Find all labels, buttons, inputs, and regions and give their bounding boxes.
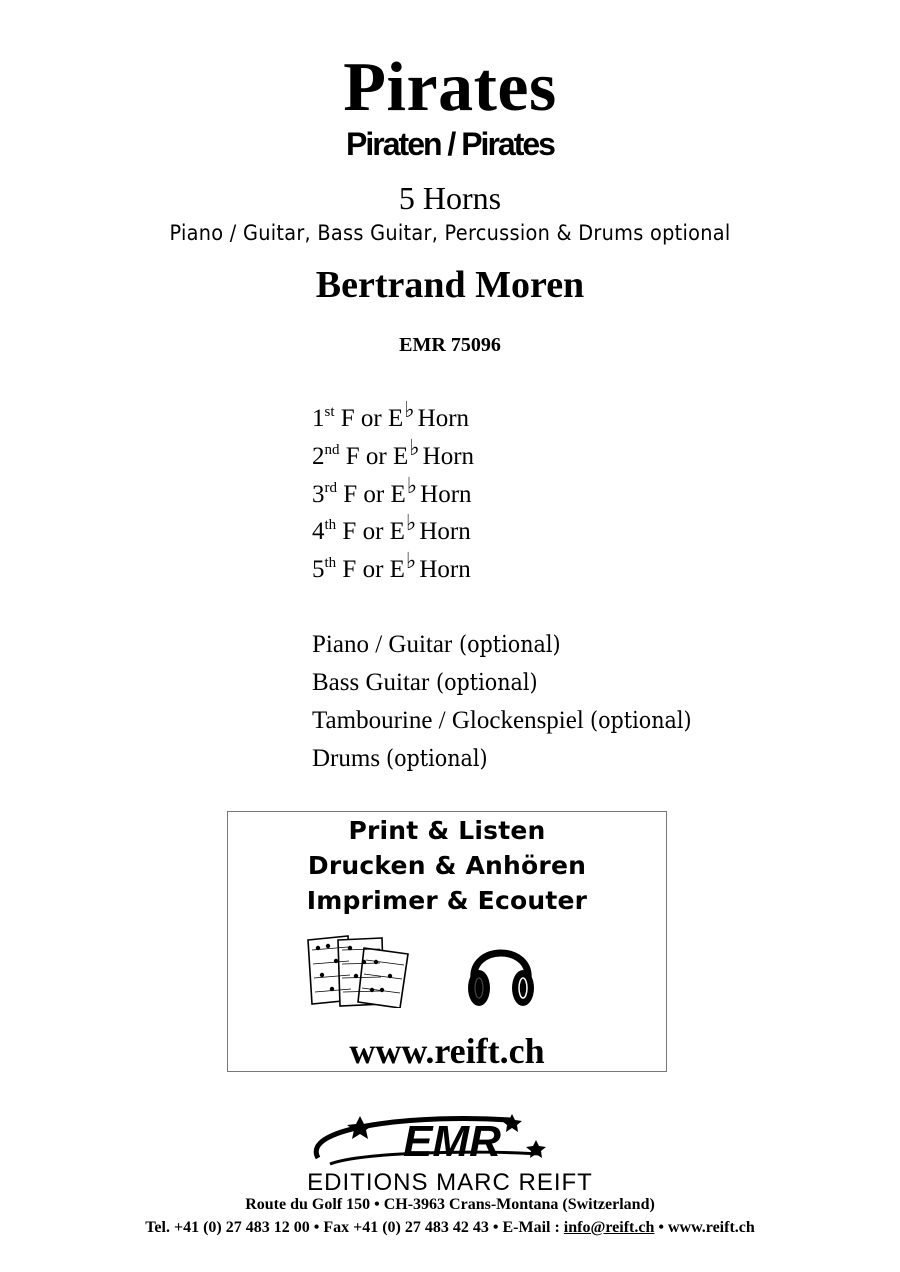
horn-parts-list xyxy=(312,397,475,589)
composer: Bertrand Moren xyxy=(315,264,585,306)
subtitle: Piraten / Pirates xyxy=(346,126,554,162)
svg-text:EDITIONS MARC REIFT: EDITIONS MARC REIFT xyxy=(307,1169,593,1196)
promo-line-fr: Imprimer & Ecouter xyxy=(306,886,588,915)
optional-instruments-note: Piano / Guitar, Bass Guitar, Percussion & Drums optional xyxy=(169,221,731,245)
part-item: 3rd F or E♭ Horn xyxy=(312,472,472,508)
part-item: 4th F or E♭ Horn xyxy=(312,510,471,546)
sheet-music-icon xyxy=(302,934,410,1008)
promo-line-de: Drucken & Anhören xyxy=(307,851,587,880)
star-icon xyxy=(526,1140,546,1158)
star-icon xyxy=(347,1116,373,1139)
part-item: 1st F or E♭ Horn xyxy=(312,397,470,432)
email-link[interactable]: info@reift.ch xyxy=(563,1219,655,1236)
ensemble: 5 Horns xyxy=(398,180,502,216)
publisher-contact: Tel. +41 (0) 27 483 12 00 • Fax +41 (0) 27 483 42 43 • E-Mail : info@reift.ch • www.reift.ch xyxy=(145,1219,755,1236)
star-icon xyxy=(502,1114,522,1132)
catalog-number: EMR 75096 xyxy=(399,334,501,356)
page-title: Pirates xyxy=(343,49,557,126)
optional-parts-list xyxy=(312,626,703,778)
publisher-address: Route du Golf 150 • CH-3963 Crans-Montana (Switzerland) xyxy=(245,1196,655,1213)
svg-text:EMR: EMR xyxy=(403,1117,501,1166)
part-item: 2nd F or E♭ Horn xyxy=(312,434,475,470)
part-item: 5th F or E♭ Horn xyxy=(312,548,471,584)
extra-part-item: Tambourine / Glockenspiel (optional) xyxy=(312,707,692,734)
extra-part-item: Drums (optional) xyxy=(312,745,488,772)
print-listen-box xyxy=(227,811,667,1072)
extra-part-item: Piano / Guitar (optional) xyxy=(312,631,561,658)
promo-line-en: Print & Listen xyxy=(348,816,546,845)
extra-part-item: Bass Guitar (optional) xyxy=(312,669,538,696)
headphones-icon xyxy=(466,934,536,1010)
emr-logo xyxy=(0,1108,900,1198)
promo-url[interactable]: www.reift.ch xyxy=(349,1031,545,1071)
